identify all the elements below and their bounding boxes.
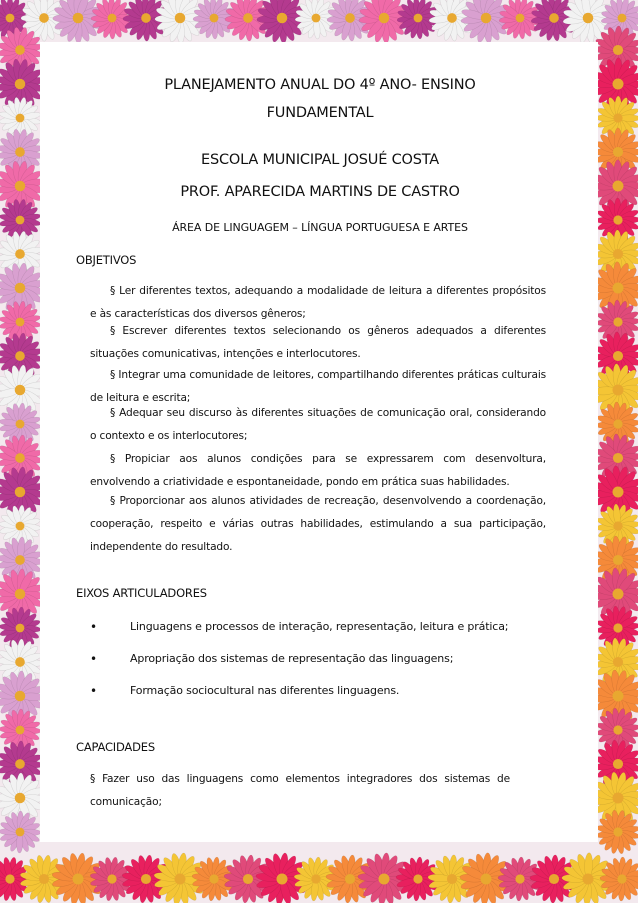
school-name: ESCOLA MUNICIPAL JOSUÉ COSTA bbox=[201, 152, 439, 168]
page-title bbox=[110, 76, 530, 122]
capacidade-item: § Fazer uso das linguagens como elementos integradores dos sistemas de comunicação; bbox=[90, 773, 510, 808]
title-line-1: PLANEJAMENTO ANUAL DO 4º ANO- ENSINO bbox=[164, 77, 476, 93]
objetivo-item: § Adequar seu discurso às diferentes situações de comunicação oral, considerando o contexto e os interlocutores; bbox=[90, 407, 546, 442]
teacher-name: PROF. APARECIDA MARTINS DE CASTRO bbox=[180, 184, 460, 200]
document-content: PLANEJAMENTO ANUAL DO 4º ANO- ENSINO FUNDAMENTAL ESCOLA MUNICIPAL JOSUÉ COSTA PROF. APARECIDA MARTINS DE CASTRO ÁREA DE LINGUAGEM – LÍNGUA PORTUGUESA E ARTES OBJETIVOS § Ler diferentes textos, adequando a modalidade de leitura a diferentes propósitos e às características dos diversos gêneros; § Escrever diferentes textos selecionando os gêneros adequados a diferentes situações comunicativas, intenções e interlocutores. § Integrar uma comunidade de leitores, compartilhando diferentes práticas culturais de leitura e escrita; § Adequar seu discurso às diferentes situações de comunicação oral, considerando o contexto e os interlocutores; § Propiciar aos alunos condições para se expressarem com desenvoltura, envolvendo a criatividade e espontaneidade, pondo em prática suas habilidades. § Proporcionar aos alunos atividades de recreação, desenvolvendo a coordenação, cooperação, respeito e várias outras habilidades, estimulando a sua participação, independente do resultado. EIXOS ARTICULADORES • Linguagens e processos de interação, representação, leitura e prática; • Apropriação dos sistemas de representação das linguagens; • Formação sociocultural nas diferentes linguagens. CAPACIDADES § Fazer uso das linguagens como elementos integradores dos sistemas de comunicação; bbox=[0, 0, 638, 903]
bullet: • bbox=[90, 620, 97, 634]
capacidades-heading: CAPACIDADES bbox=[76, 740, 155, 754]
title-line-2: FUNDAMENTAL bbox=[266, 105, 374, 121]
objetivo-item: § Proporcionar aos alunos atividades de recreação, desenvolvendo a coordenação, cooperação, respeito e várias outras habilidades, estimulando a sua participação, independente do resultado. bbox=[90, 495, 546, 553]
objetivo-item: § Propiciar aos alunos condições para se expressarem com desenvoltura, envolvendo a criatividade e espontaneidade, pondo em prática suas habilidades. bbox=[90, 453, 546, 488]
objetivo-item: § Integrar uma comunidade de leitores, compartilhando diferentes práticas culturais de leitura e escrita; bbox=[90, 369, 546, 404]
objetivo-item: § Escrever diferentes textos selecionando os gêneros adequados a diferentes situações comunicativas, intenções e interlocutores. bbox=[90, 325, 546, 360]
subject-area: ÁREA DE LINGUAGEM – LÍNGUA PORTUGUESA E ARTES bbox=[172, 221, 468, 234]
eixos-heading: EIXOS ARTICULADORES bbox=[76, 586, 207, 600]
bullet: • bbox=[90, 684, 97, 698]
objetivos-heading: OBJETIVOS bbox=[76, 253, 137, 267]
objetivo-item: § Ler diferentes textos, adequando a modalidade de leitura a diferentes propósitos e às características dos diversos gêneros; bbox=[90, 285, 546, 320]
bullet: • bbox=[90, 652, 97, 666]
